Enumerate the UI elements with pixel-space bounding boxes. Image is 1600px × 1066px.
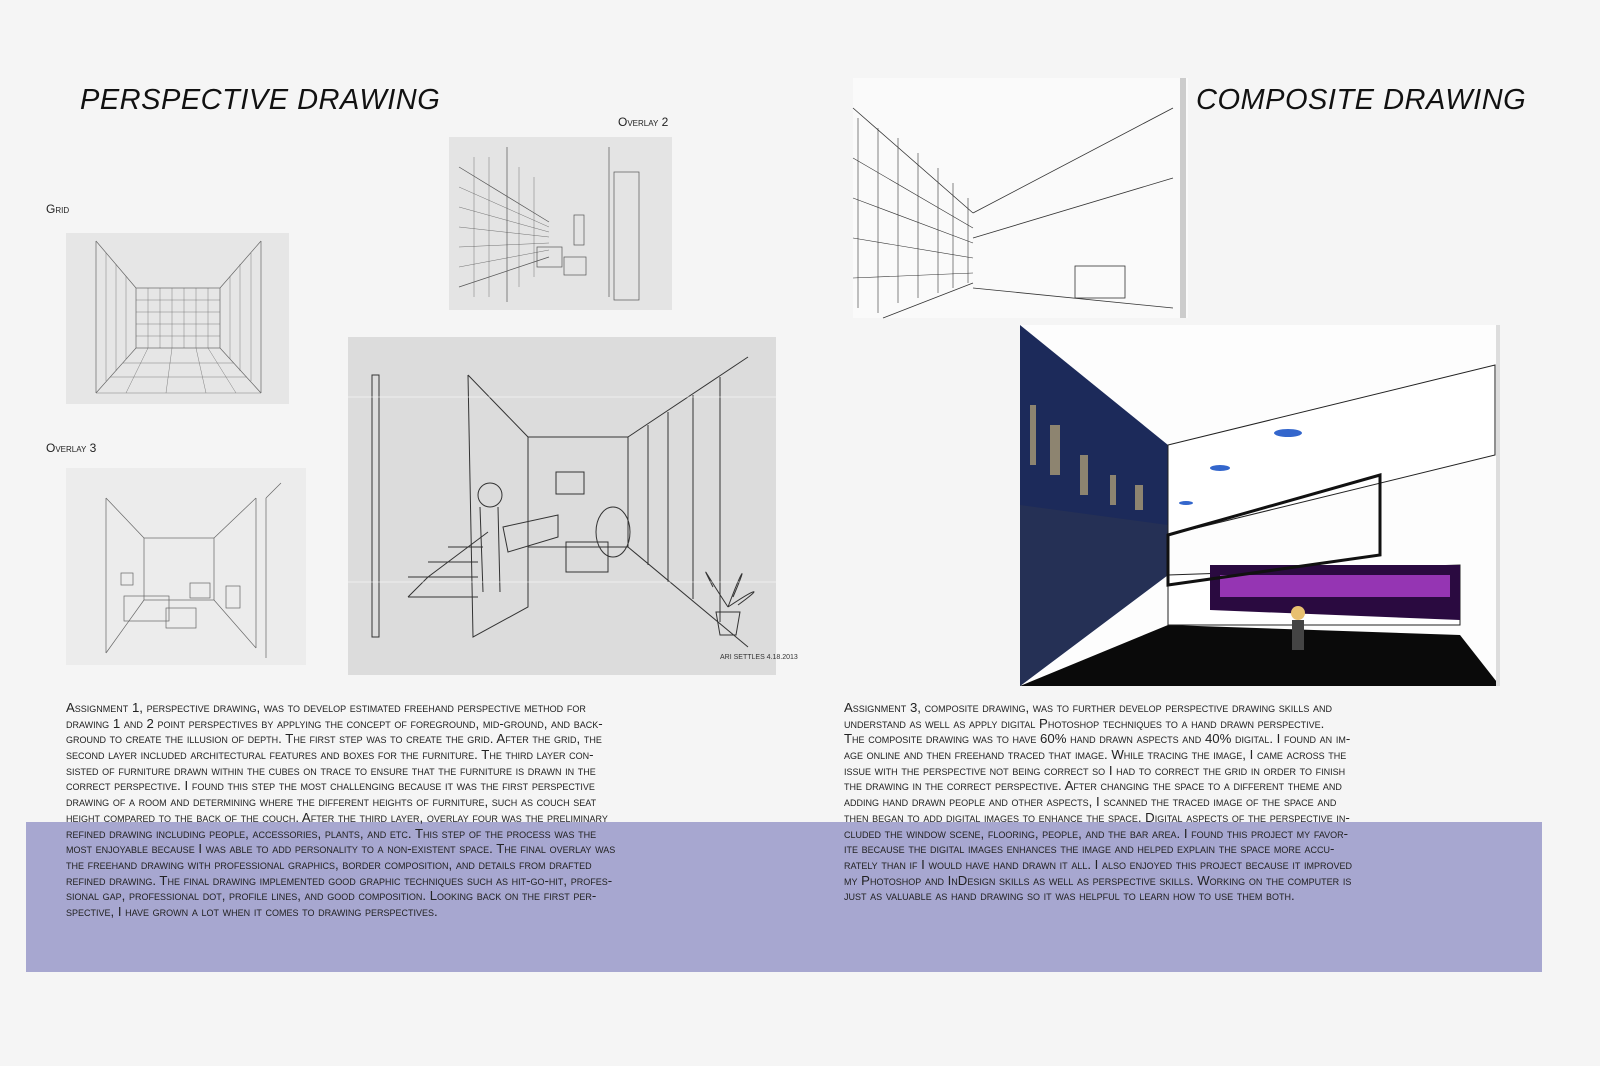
overlay2-label: Overlay 2 xyxy=(618,115,669,129)
paragraph-line: ite because the digital images enhances the image and helped explain the space more accu- xyxy=(844,841,1335,857)
paragraph-line: spective, I have grown a lot when it comes to drawing perspectives. xyxy=(66,903,438,919)
paragraph-line: most enjoyable because I was able to add personality to a non-existent space. The final overlay was xyxy=(66,841,616,857)
composite-drawing-title: COMPOSITE DRAWING xyxy=(1196,84,1527,116)
paragraph-line: The composite drawing was to have 60% hand drawn aspects and 40% digital. I found an im- xyxy=(844,731,1351,747)
paragraph-line: issue with the perspective not being correct so I had to correct the grid in order to finish xyxy=(844,762,1346,778)
paragraph-line: just as valuable as hand drawing so it was helpful to learn how to use them both. xyxy=(844,888,1295,904)
paragraph-line: second layer included architectural features and boxes for the furniture. The third layer con- xyxy=(66,747,594,763)
perspective-drawing-title: PERSPECTIVE DRAWING xyxy=(80,84,441,116)
paragraph-line: refined drawing including people, accessories, plants, and etc. This step of the process was the xyxy=(66,825,597,841)
paragraph-line: the freehand drawing with professional graphics, border composition, and details from drafted xyxy=(66,856,592,872)
perspective-description-paragraph xyxy=(66,700,615,920)
paragraph-line: refined drawing. The final drawing implemented good graphic techniques such as hit-go-hit, profes- xyxy=(66,872,613,888)
paragraph-line: age online and then freehand traced that image. While tracing the image, I came across the xyxy=(844,747,1347,763)
paragraph-line: understand as well as apply digital Photoshop techniques to a hand drawn perspective. xyxy=(844,715,1325,731)
overlay2-drawing-image xyxy=(449,137,672,310)
paragraph-line: cluded the window scene, flooring, people, and the bar area. I found this project my favor- xyxy=(844,825,1349,841)
paragraph-line: adding hand drawn people and other aspects, I scanned the traced image of the space and xyxy=(844,794,1337,810)
composite-rendered-image xyxy=(1020,325,1500,686)
paragraph-line: sisted of furniture drawn within the cubes on trace to ensure that the furniture is drawn in the xyxy=(66,762,596,778)
paragraph-line: rately than if I would have hand drawn it all. I also enjoyed this project because it improved xyxy=(844,856,1353,872)
final-perspective-drawing-image xyxy=(348,337,798,675)
paragraph-line: sional gap, professional dot, profile lines, and good composition. Looking back on the first per- xyxy=(66,888,597,904)
composite-sketch-image xyxy=(853,78,1188,318)
paragraph-line: correct perspective. I found this step the most challenging because it was the first perspective xyxy=(66,778,595,794)
paragraph-line: ground to create the illusion of depth. The first step was to create the grid. After the grid, the xyxy=(66,731,602,747)
overlay3-label: Overlay 3 xyxy=(46,441,97,455)
composite-description-paragraph xyxy=(844,700,1352,904)
artist-signature: ARI SETTLES 4.18.2013 xyxy=(720,654,798,661)
paragraph-line: Assignment 3, composite drawing, was to further develop perspective drawing skills and xyxy=(844,700,1332,715)
paragraph-line: drawing of a room and determining where the different heights of furniture, such as couch seat xyxy=(66,794,597,810)
paragraph-line: height compared to the back of the couch. After the third layer, overlay four was the preliminary xyxy=(66,809,608,825)
overlay3-drawing-image xyxy=(66,468,306,665)
grid-label: Grid xyxy=(46,202,70,216)
paragraph-line: the drawing in the correct perspective. After changing the space to a different theme and xyxy=(844,778,1342,794)
paragraph-line: Assignment 1, perspective drawing, was to develop estimated freehand perspective method for xyxy=(66,700,586,715)
paragraph-line: my Photoshop and InDesign skills as well as perspective skills. Working on the computer is xyxy=(844,872,1352,888)
paragraph-line: drawing 1 and 2 point perspectives by applying the concept of foreground, mid-ground, and back- xyxy=(66,715,603,731)
grid-drawing-image xyxy=(66,233,289,404)
paragraph-line: then began to add digital images to enhance the space. Digital aspects of the perspective in- xyxy=(844,809,1350,825)
